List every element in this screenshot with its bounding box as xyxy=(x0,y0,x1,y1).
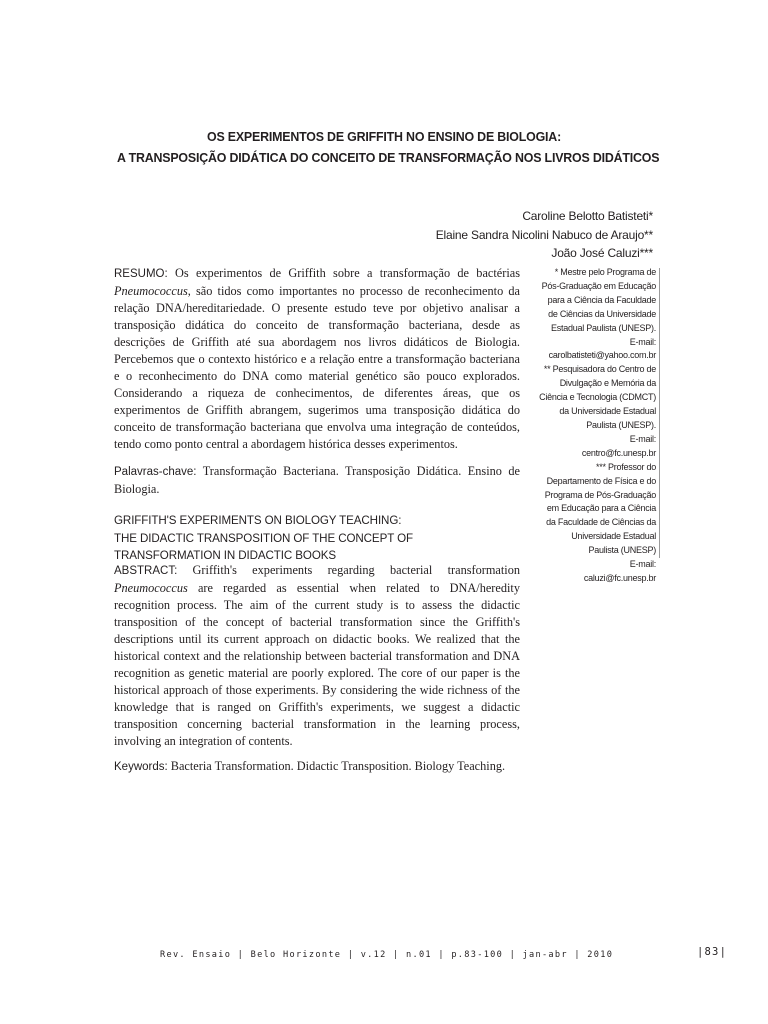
note-line: Ciência e Tecnologia (CDMCT) xyxy=(539,392,656,403)
resumo-label: RESUMO: xyxy=(114,268,168,280)
note-line: Departamento de Física e do xyxy=(546,475,656,486)
author-2: Elaine Sandra Nicolini Nabuco de Araujo** xyxy=(435,227,653,242)
abstract-italic: Pneumococcus xyxy=(114,581,188,596)
resumo-italic: Pneumococcus xyxy=(114,284,188,299)
note-line: da Faculdade de Ciências da xyxy=(546,517,656,528)
note-line: Estadual Paulista (UNESP). xyxy=(550,322,656,333)
note-email-1: carolbatisteti@yahoo.com.br xyxy=(548,350,656,361)
author-notes xyxy=(525,266,656,586)
footer-citation: Rev. Ensaio | Belo Horizonte | v.12 | n.01 | p.83-100 | jan-abr | 2010 xyxy=(160,950,614,960)
keywords-label: Keywords: xyxy=(114,761,168,773)
author-3: João José Caluzi*** xyxy=(551,246,653,260)
note-line: de Ciências da Universidade xyxy=(548,308,656,319)
keywords xyxy=(114,758,520,776)
abstract-paragraph xyxy=(114,562,520,751)
article-title xyxy=(117,126,660,168)
note-email-3: caluzi@fc.unesp.br xyxy=(583,572,656,583)
english-title xyxy=(114,512,520,565)
note-line: E-mail: xyxy=(629,559,656,570)
palavras-chave xyxy=(114,463,520,498)
notes-divider xyxy=(659,268,660,558)
abstract-text-2: are regarded as essential when related to DNA/heredity recognition process. The aim of the current study is to assess the didactic transposition of the concept of bacterial transformation since the Griffith's descriptions until its current approach on didactic books. We realized that the historical context and the relationship between bacterial transformation and DNA recognition as genetic material are poorly explored. The core of our paper is the historical approach of those experiments. By considering the wide richness of the knowledge that is ranged on Griffith's experiments, we suggest a didactic transposition concerning bacterial transformation in the learning process, involving an integration of contents. xyxy=(114,581,520,749)
note-line: Divulgação e Memória da xyxy=(559,378,656,389)
title-line-2: A TRANSPOSIÇÃO DIDÁTICA DO CONCEITO DE TRANSFORMAÇÃO NOS LIVROS DIDÁTICOS xyxy=(117,150,660,165)
author-list xyxy=(253,207,653,263)
note-line: Paulista (UNESP) xyxy=(588,545,656,556)
resumo-text-2: , são tidos como importantes no processo de reconhecimento da relação DNA/hereditariedade. O presente estudo teve por objetivo analisar a transposição didática do conceito de transformação bacteriana, desde as descrições de Griffith até sua abordagem nos livros didáticos de Biologia. Percebemos que o contexto histórico e a relação entre a transformação bacteriana e o reconhecimento do DNA como material genético são pouco explorados. Considerando a riqueza de conhecimentos, de diferentes áreas, que os experimentos de Griffith abrangem, sugerimos uma transposição didática do conceito de transformação bacteriana que envolva uma integração de conteúdos, tendo como ponto central a abordagem histórica desses experimentos. xyxy=(114,284,520,452)
note-line: para a Ciência da Faculdade xyxy=(547,294,656,305)
title-line-1: OS EXPERIMENTOS DE GRIFFITH NO ENSINO DE BIOLOGIA: xyxy=(206,129,562,144)
note-line: *** Professor do xyxy=(595,461,656,472)
page-number: |83| xyxy=(697,946,728,958)
author-1: Caroline Belotto Batisteti* xyxy=(522,209,653,223)
note-line: E-mail: xyxy=(629,336,656,347)
keywords-text: Bacteria Transformation. Didactic Transposition. Biology Teaching. xyxy=(167,759,506,773)
note-line: Paulista (UNESP). xyxy=(586,419,656,430)
abstract-label: ABSTRACT: xyxy=(114,565,178,577)
abstract-text-1: Griffith's experiments regarding bacterial transformation xyxy=(177,563,520,577)
note-line: da Universidade Estadual xyxy=(559,406,656,417)
english-title-line-3: TRANSFORMATION IN DIDACTIC BOOKS xyxy=(114,549,337,562)
note-line: E-mail: xyxy=(629,433,656,444)
note-line: ** Pesquisadora do Centro de xyxy=(543,364,656,375)
resumo-text-1: Os experimentos de Griffith sobre a transformação de bactérias xyxy=(167,266,520,280)
palavras-label: Palavras-chave: xyxy=(114,466,197,478)
note-line: Pós-Graduação em Educação xyxy=(541,280,656,291)
resumo-paragraph xyxy=(114,265,520,454)
note-line: em Educação para a Ciência xyxy=(546,503,656,514)
palavras-text: Transformação Bacteriana. Transposição Didática. Ensino de Biologia. xyxy=(114,464,520,497)
note-line: * Mestre pelo Programa de xyxy=(554,267,656,277)
english-title-line-2: THE DIDACTIC TRANSPOSITION OF THE CONCEPT OF xyxy=(114,531,413,545)
english-title-line-1: GRIFFITH'S EXPERIMENTS ON BIOLOGY TEACHING: xyxy=(114,514,402,527)
note-line: Programa de Pós-Graduação xyxy=(544,489,656,500)
note-line: Universidade Estadual xyxy=(571,531,656,542)
note-email-2: centro@fc.unesp.br xyxy=(581,447,656,458)
